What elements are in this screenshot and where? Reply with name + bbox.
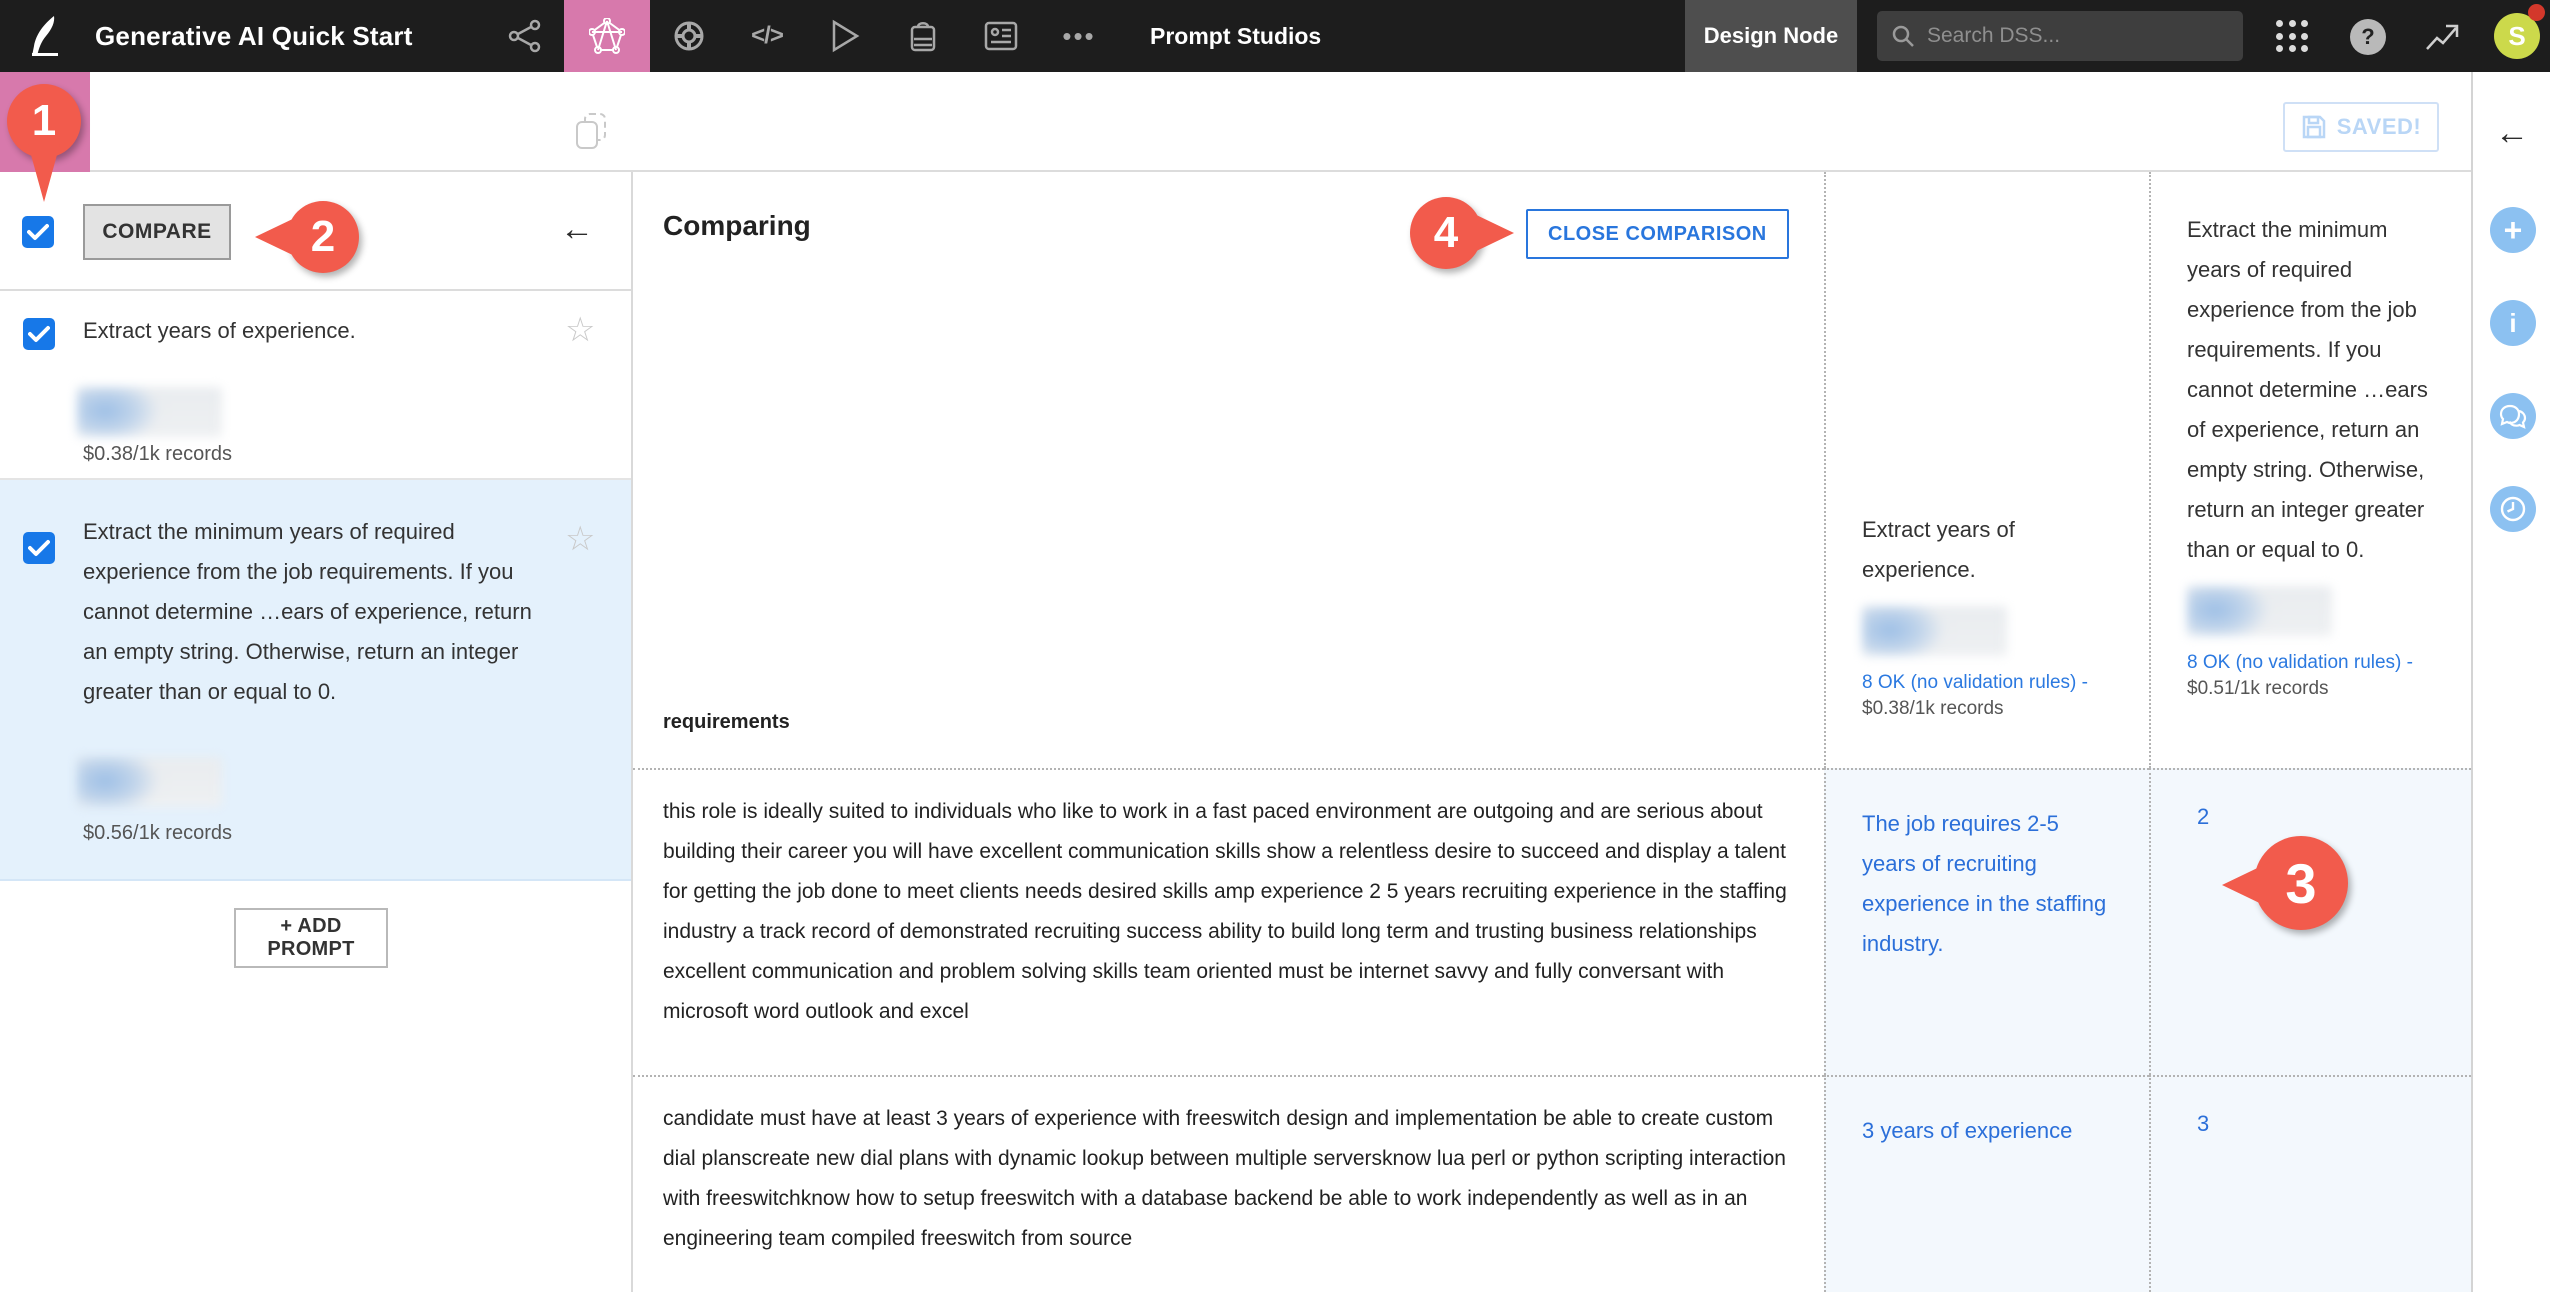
column-a-cost: $0.38/1k records (1862, 698, 2004, 719)
result-cell-b2[interactable] (2149, 1075, 2471, 1292)
prompt-sidebar (0, 172, 633, 1292)
code-icon[interactable]: </> (751, 22, 783, 49)
prompt-1-text: Extract years of experience. (83, 318, 356, 343)
requirements-column-header: requirements (663, 711, 790, 733)
sidebar-collapse-arrow[interactable]: ← (560, 210, 594, 248)
comparing-heading: Comparing (663, 210, 811, 241)
search-icon (1891, 24, 1915, 48)
prompt-2-checkbox[interactable] (23, 532, 55, 564)
nav-icon-bar (486, 0, 1118, 72)
prompt-list-item-1[interactable] (0, 291, 631, 480)
prompt-2-cost: $0.56/1k records (83, 822, 232, 844)
star-icon[interactable]: ☆ (565, 520, 596, 558)
save-disk-icon (2301, 114, 2327, 140)
compare-column-b-header (2149, 172, 2471, 768)
model-pill-redacted (77, 387, 222, 437)
panel-comments-button[interactable] (2490, 393, 2536, 439)
dataiku-logo-icon[interactable] (18, 10, 70, 62)
search-box[interactable] (1877, 11, 2243, 61)
user-avatar[interactable]: S (2494, 13, 2540, 59)
title-bar (0, 72, 2471, 172)
search-input[interactable] (1927, 24, 2217, 48)
notification-dot (2528, 4, 2545, 21)
wiki-icon[interactable] (978, 0, 1024, 72)
usage-trend-icon[interactable] (2424, 20, 2460, 59)
clock-icon (2499, 495, 2527, 523)
prompt-2-text: Extract the minimum years of required experience from the job requirements. If you cannot determine …ears of experience, return an empty string. Otherwise, return an integer greater than or equal to 0. (83, 519, 532, 704)
annotation-pin-4: 4 (1410, 197, 1482, 269)
compare-button[interactable]: COMPARE (83, 204, 231, 260)
compare-column-a-header (1824, 172, 2149, 768)
annotation-pin-3: 3 (2254, 836, 2348, 930)
copy-icon[interactable] (576, 113, 606, 149)
result-b1-text: 2 (2197, 804, 2210, 829)
run-icon[interactable] (822, 0, 868, 72)
model-pill-redacted (1862, 606, 2007, 656)
result-a2-text: 3 years of experience (1862, 1118, 2073, 1143)
close-comparison-button[interactable]: CLOSE COMPARISON (1526, 209, 1789, 259)
compare-all-checkbox[interactable] (22, 216, 54, 248)
chat-icon (2499, 403, 2527, 429)
column-b-cost: $0.51/1k records (2187, 678, 2329, 699)
star-icon[interactable]: ☆ (565, 311, 596, 349)
prompt-1-checkbox[interactable] (23, 318, 55, 350)
add-prompt-button[interactable]: + ADD PROMPT (234, 908, 388, 968)
requirement-text-1: this role is ideally suited to individuals who like to work in a fast paced environment are outgoing and are serious about building their career you will have excellent communication skills show a relentless desire to succeed and display a talent for getting the job done to meet clients needs desired skills amp experience 2 5 years recruiting experience in the staffing industry a track record of demonstrated recruiting success ability to build long term and trusting business relationships excellent communication and problem solving skills team oriented must be internet savvy and fully conversant with microsoft word outlook and excel (663, 800, 1787, 1023)
annotation-pin-2: 2 (287, 201, 359, 273)
save-button[interactable]: SAVED! (2283, 102, 2439, 152)
notebooks-icon[interactable] (666, 0, 712, 72)
result-cell-a2[interactable] (1824, 1075, 2149, 1292)
design-node-badge[interactable]: Design Node (1685, 0, 1857, 72)
requirement-cell-1 (633, 768, 1824, 1075)
right-tool-panel (2471, 72, 2550, 1292)
column-a-status-link[interactable]: 8 OK (no validation rules) - (1862, 672, 2088, 693)
result-a1-text: The job requires 2-5 years of recruiting experience in the staffing industry. (1862, 811, 2107, 956)
prompt-1-cost: $0.38/1k records (83, 443, 232, 465)
project-title[interactable]: Generative AI Quick Start (95, 20, 413, 51)
annotation-pin-1: 1 (7, 84, 81, 158)
top-nav (0, 0, 2550, 72)
analyses-icon-active[interactable] (564, 0, 650, 72)
prompt-list-item-2[interactable] (0, 480, 631, 881)
panel-back-arrow[interactable]: ← (2495, 114, 2529, 152)
model-pill-redacted (2187, 586, 2332, 636)
help-icon[interactable]: ? (2350, 19, 2386, 55)
comparison-header-cell (633, 172, 1824, 768)
apps-grid-icon[interactable] (2276, 20, 2310, 54)
panel-add-button[interactable]: + (2490, 207, 2536, 253)
flow-icon[interactable] (502, 0, 548, 72)
column-b-prompt: Extract the minimum years of required experience from the job requirements. If you cannot determine …ears of experience, return an empty string. Otherwise, return an integer greater than or equal to 0. (2187, 217, 2428, 562)
column-b-status-link[interactable]: 8 OK (no validation rules) - (2187, 652, 2413, 673)
more-icon[interactable]: ••• (1062, 20, 1096, 51)
breadcrumb-studio: Prompt Studios (1150, 22, 1322, 49)
comparison-panel (633, 172, 2471, 1292)
panel-history-button[interactable] (2490, 486, 2536, 532)
result-b2-text: 3 (2197, 1111, 2210, 1136)
jobs-icon[interactable] (900, 0, 946, 72)
result-cell-a1[interactable] (1824, 768, 2149, 1075)
requirement-cell-2 (633, 1075, 1824, 1292)
requirement-text-2: candidate must have at least 3 years of experience with freeswitch design and implementation be able to create custom dial planscreate new dial plans with dynamic lookup between multiple serversknow lua perl or python scripting interaction with freeswitchknow how to setup freeswitch with a database backend be able to work independently as well as in an engineering team compiled freeswitch from source (663, 1107, 1786, 1250)
column-a-prompt: Extract years of experience. (1862, 517, 2015, 582)
model-pill-redacted (77, 757, 222, 807)
panel-info-button[interactable]: i (2490, 300, 2536, 346)
